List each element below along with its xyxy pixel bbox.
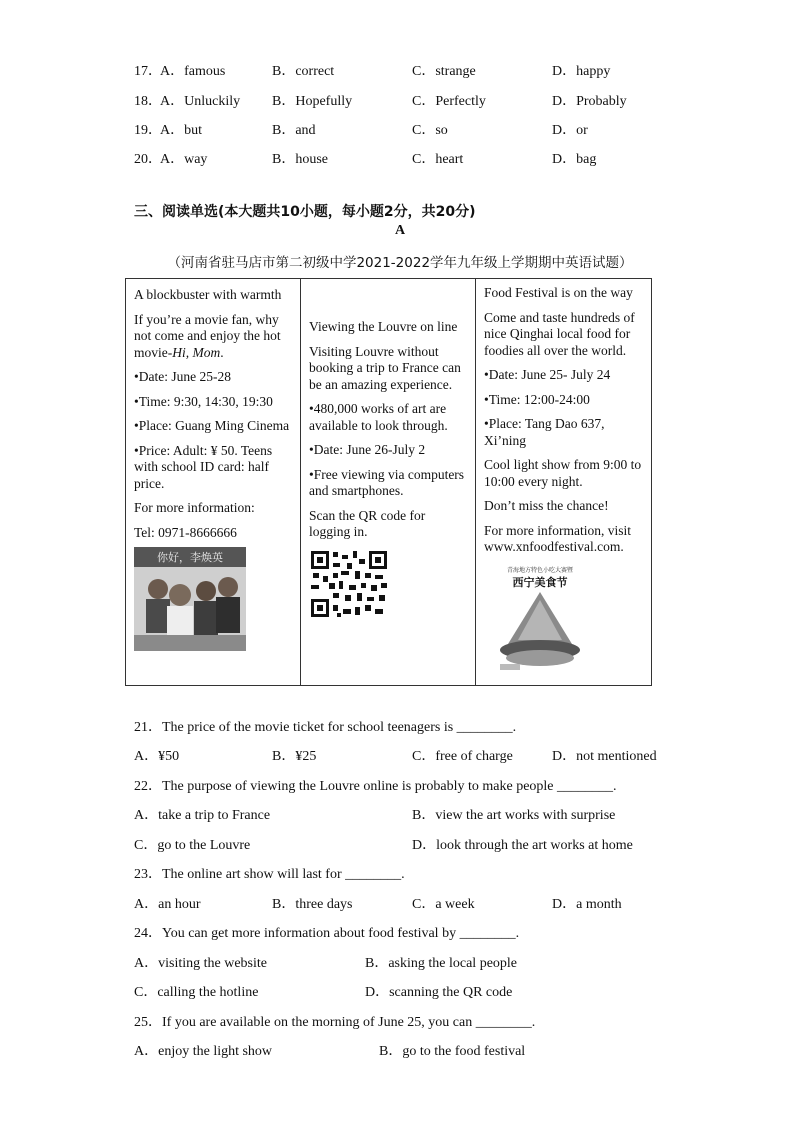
- food-festival-ad: [476, 279, 651, 685]
- passage-letter: A: [394, 223, 406, 238]
- option-d: D．happy: [552, 64, 611, 79]
- movie-poster-image: [134, 547, 246, 651]
- food-img-title: 西宁美食节: [512, 575, 568, 589]
- louvre-ad-intro: Visiting Louvre without booking a trip to France can be an amazing experience.: [309, 343, 461, 392]
- food-img-caption: 青海地方特色小吃大赛暨: [506, 566, 574, 574]
- food-ad-place: •Place: Tang Dao 637, Xi’ning: [484, 416, 605, 448]
- qr-code-image[interactable]: [309, 549, 389, 619]
- option-a: A．enjoy the light show: [134, 1044, 273, 1059]
- question-number: 17．: [134, 64, 162, 79]
- option-d: D．bag: [552, 152, 597, 167]
- option-c: C．heart: [412, 152, 464, 167]
- option-c: C．Perfectly: [412, 94, 486, 109]
- advertisement-table: [125, 278, 652, 686]
- option-c: C．strange: [412, 64, 476, 79]
- option-b: B．house: [272, 152, 328, 167]
- option-d: D．Probably: [552, 94, 627, 109]
- louvre-ad: [301, 279, 476, 685]
- option-c: C．calling the hotline: [134, 985, 259, 1000]
- option-a: A．way: [160, 152, 208, 167]
- option-c: C．a week: [412, 897, 475, 912]
- question-24-stem: [0, 924, 800, 944]
- question-number: 19．: [134, 123, 162, 138]
- option-b: B．asking the local people: [365, 956, 518, 971]
- question-24-options-ab: [0, 954, 800, 974]
- question-25-stem: [0, 1013, 800, 1033]
- option-row-17: [0, 62, 800, 82]
- food-festival-image: [494, 564, 586, 674]
- option-c: C．free of charge: [412, 749, 513, 764]
- question-stem: 21．The price of the movie ticket for school teenagers is ________.: [134, 720, 517, 735]
- question-number: 18．: [134, 94, 162, 109]
- option-b: B．go to the food festival: [379, 1044, 526, 1059]
- option-b: B．view the art works with surprise: [412, 808, 616, 823]
- question-stem: 24．You can get more information about food festival by ________.: [134, 926, 520, 941]
- food-ad-title: Food Festival is on the way: [484, 285, 633, 300]
- question-21-options: [0, 747, 800, 767]
- option-b: B．Hopefully: [272, 94, 353, 109]
- question-25-options-ab: [0, 1042, 800, 1062]
- louvre-ad-works: •480,000 works of art are available to look through.: [309, 401, 448, 433]
- question-number: 20．: [134, 152, 162, 167]
- question-stem: 25．If you are available on the morning of June 25, you can ________.: [134, 1015, 536, 1030]
- question-24-options-cd: [0, 983, 800, 1003]
- movie-ad-place: •Place: Guang Ming Cinema: [134, 418, 290, 433]
- option-a: A．famous: [160, 64, 226, 79]
- option-a: A．visiting the website: [134, 956, 267, 971]
- movie-ad-price: •Price: Adult: ¥ 50. Teens with school ID card: half price.: [134, 442, 273, 491]
- louvre-ad-title: Viewing the Louvre on line: [309, 319, 458, 334]
- movie-ad: [126, 279, 301, 685]
- option-d: D．scanning the QR code: [365, 985, 513, 1000]
- movie-ad-time: •Time: 9:30, 14:30, 19:30: [134, 393, 273, 409]
- option-row-20: [0, 150, 800, 170]
- question-22-options-cd: [0, 836, 800, 856]
- option-row-18: [0, 92, 800, 112]
- louvre-ad-date: •Date: June 26-July 2: [309, 442, 426, 457]
- option-b: B．three days: [272, 897, 353, 912]
- option-d: D．look through the art works at home: [412, 838, 633, 853]
- section-heading: 三、阅读单选(本大题共10小题，每小题2分，共20分): [134, 204, 476, 220]
- option-b: B．and: [272, 123, 316, 138]
- option-a: A．an hour: [134, 897, 201, 912]
- question-stem: 22．The purpose of viewing the Louvre online is probably to make people ________.: [134, 779, 617, 794]
- food-ad-light: Cool light show from 9:00 to 10:00 every night.: [484, 457, 642, 489]
- passage-source: （河南省驻马店市第二初级中学2021-2022学年九年级上学期期中英语试题）: [167, 255, 633, 271]
- question-23-options: [0, 895, 800, 915]
- movie-ad-date: •Date: June 25-28: [134, 369, 231, 384]
- poster-title: 你好，李焕英: [157, 551, 223, 564]
- option-a: A．but: [160, 123, 202, 138]
- option-d: D．not mentioned: [552, 749, 657, 764]
- food-ad-miss: Don’t miss the chance!: [484, 498, 609, 513]
- louvre-ad-free: •Free viewing via computers and smartphones.: [309, 466, 465, 498]
- question-22-options-ab: [0, 806, 800, 826]
- option-a: A．take a trip to France: [134, 808, 271, 823]
- option-c: C．so: [412, 123, 448, 138]
- question-21-stem: [0, 718, 800, 738]
- movie-name: Hi, Mom: [172, 344, 221, 360]
- food-ad-intro: Come and taste hundreds of nice Qinghai local food for foodies all over the world.: [484, 309, 635, 358]
- option-a: A．¥50: [134, 749, 180, 764]
- option-c: C．go to the Louvre: [134, 838, 251, 853]
- question-23-stem: [0, 865, 800, 885]
- question-stem: 23．The online art show will last for ________.: [134, 867, 405, 882]
- food-ad-time: •Time: 12:00-24:00: [484, 391, 590, 407]
- option-d: D．or: [552, 123, 588, 138]
- movie-ad-title: A blockbuster with warmth: [134, 287, 282, 302]
- question-22-stem: [0, 777, 800, 797]
- option-a: A．Unluckily: [160, 94, 241, 109]
- movie-ad-more: For more information:: [134, 500, 255, 515]
- movie-ad-tel: Tel: 0971-8666666: [134, 524, 237, 540]
- option-d: D．a month: [552, 897, 622, 912]
- movie-ad-intro: If you’re a movie fan, why not come and enjoy the hot movie-Hi, Mom.: [134, 311, 281, 360]
- food-ad-more: For more information, visit www.xnfoodfestival.com.: [484, 522, 631, 554]
- option-b: B．¥25: [272, 749, 317, 764]
- food-ad-date: •Date: June 25- July 24: [484, 367, 611, 382]
- louvre-ad-scan: Scan the QR code for logging in.: [309, 507, 426, 539]
- option-row-19: [0, 121, 800, 141]
- option-b: B．correct: [272, 64, 335, 79]
